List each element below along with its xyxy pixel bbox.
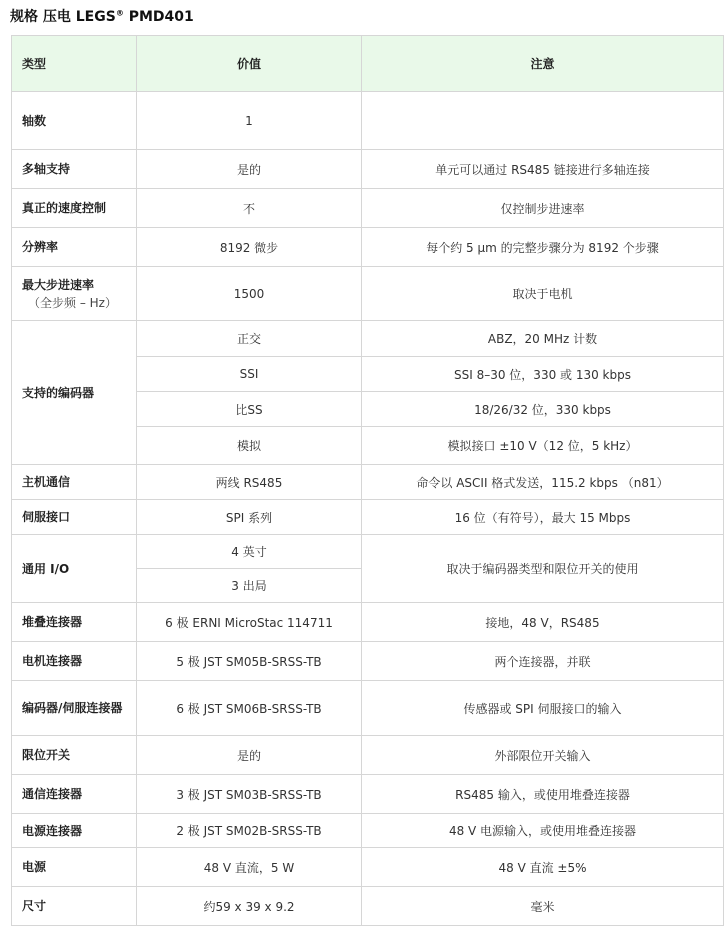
row-label: 多轴支持: [12, 150, 137, 189]
row-label: 尺寸: [12, 887, 137, 926]
row-note: 接地，48 V，RS485: [362, 603, 724, 642]
table-row: [12, 228, 724, 267]
row-value: 比SS: [137, 392, 362, 427]
row-label: 轴数: [12, 92, 137, 150]
row-value: 正交: [137, 321, 362, 357]
table-row: [12, 775, 724, 814]
row-note: 取决于编码器类型和限位开关的使用: [362, 535, 724, 603]
row-label: [12, 267, 137, 321]
header-note: 注意: [362, 36, 724, 92]
row-label: 真正的速度控制: [12, 189, 137, 228]
row-note: RS485 输入，或使用堆叠连接器: [362, 775, 724, 814]
row-label: 主机通信: [12, 465, 137, 500]
table-row: [12, 642, 724, 681]
row-value: 5 极 JST SM05B-SRSS-TB: [137, 642, 362, 681]
row-label: 支持的编码器: [12, 321, 137, 465]
row-value: 6 极 ERNI MicroStac 114711: [137, 603, 362, 642]
registered-mark: ®: [115, 8, 124, 18]
row-note: 两个连接器，并联: [362, 642, 724, 681]
table-row: [12, 465, 724, 500]
row-value: 不: [137, 189, 362, 228]
table-row: [12, 681, 724, 736]
row-label: 电源连接器: [12, 814, 137, 848]
row-note: 16 位（有符号），最大 15 Mbps: [362, 500, 724, 535]
spec-table: [11, 35, 724, 926]
row-label: 堆叠连接器: [12, 603, 137, 642]
row-label-sub: （全步频 – Hz）: [28, 295, 117, 310]
row-note: 毫米: [362, 887, 724, 926]
row-value: 3 极 JST SM03B-SRSS-TB: [137, 775, 362, 814]
title-model: PMD401: [128, 9, 194, 25]
row-value: 6 极 JST SM06B-SRSS-TB: [137, 681, 362, 736]
title-text: 规格 压电 LEGS: [10, 9, 116, 25]
row-label: 通信连接器: [12, 775, 137, 814]
row-value: 48 V 直流，5 W: [137, 848, 362, 887]
header-value: 价值: [137, 36, 362, 92]
row-note: ABZ，20 MHz 计数: [362, 321, 724, 357]
row-value: 3 出局: [137, 569, 362, 603]
table-row: [12, 321, 724, 357]
row-value: 模拟: [137, 427, 362, 465]
row-label: 电源: [12, 848, 137, 887]
row-note: 模拟接口 ±10 V（12 位，5 kHz）: [362, 427, 724, 465]
row-note: SSI 8–30 位，330 或 130 kbps: [362, 357, 724, 392]
table-row: [12, 736, 724, 775]
row-note: 传感器或 SPI 伺服接口的输入: [362, 681, 724, 736]
row-note: 48 V 电源输入，或使用堆叠连接器: [362, 814, 724, 848]
table-row: [12, 535, 724, 569]
row-note: 18/26/32 位，330 kbps: [362, 392, 724, 427]
table-row: [12, 814, 724, 848]
row-label: 伺服接口: [12, 500, 137, 535]
row-label: 限位开关: [12, 736, 137, 775]
table-row: [12, 150, 724, 189]
row-value: 是的: [137, 736, 362, 775]
row-value: 1: [137, 92, 362, 150]
row-label: 分辨率: [12, 228, 137, 267]
table-row: [12, 887, 724, 926]
row-value: 4 英寸: [137, 535, 362, 569]
row-value: SPI 系列: [137, 500, 362, 535]
row-note: 仅控制步进速率: [362, 189, 724, 228]
row-note: 48 V 直流 ±5%: [362, 848, 724, 887]
row-label: 编码器/伺服连接器: [12, 681, 137, 736]
row-value: 两线 RS485: [137, 465, 362, 500]
row-value: 2 极 JST SM02B-SRSS-TB: [137, 814, 362, 848]
table-row: [12, 92, 724, 150]
row-note: 取决于电机: [362, 267, 724, 321]
row-value: 是的: [137, 150, 362, 189]
row-note: 单元可以通过 RS485 链接进行多轴连接: [362, 150, 724, 189]
table-row: [12, 500, 724, 535]
table-row: [12, 603, 724, 642]
row-note: 每个约 5 µm 的完整步骤分为 8192 个步骤: [362, 228, 724, 267]
row-value: 8192 微步: [137, 228, 362, 267]
row-label: 通用 I/O: [12, 535, 137, 603]
row-label-main: 最大步进速率: [22, 277, 95, 292]
row-note: 命令以 ASCII 格式发送，115.2 kbps （n81）: [362, 465, 724, 500]
row-value: SSI: [137, 357, 362, 392]
page-title: [10, 6, 194, 26]
row-value: 约59 x 39 x 9.2: [137, 887, 362, 926]
table-row: [12, 848, 724, 887]
row-label: 电机连接器: [12, 642, 137, 681]
row-value: 1500: [137, 267, 362, 321]
row-note: [362, 92, 724, 150]
header-type: 类型: [12, 36, 137, 92]
table-row: [12, 189, 724, 228]
table-header-row: [12, 36, 724, 92]
table-row: [12, 267, 724, 321]
row-note: 外部限位开关输入: [362, 736, 724, 775]
